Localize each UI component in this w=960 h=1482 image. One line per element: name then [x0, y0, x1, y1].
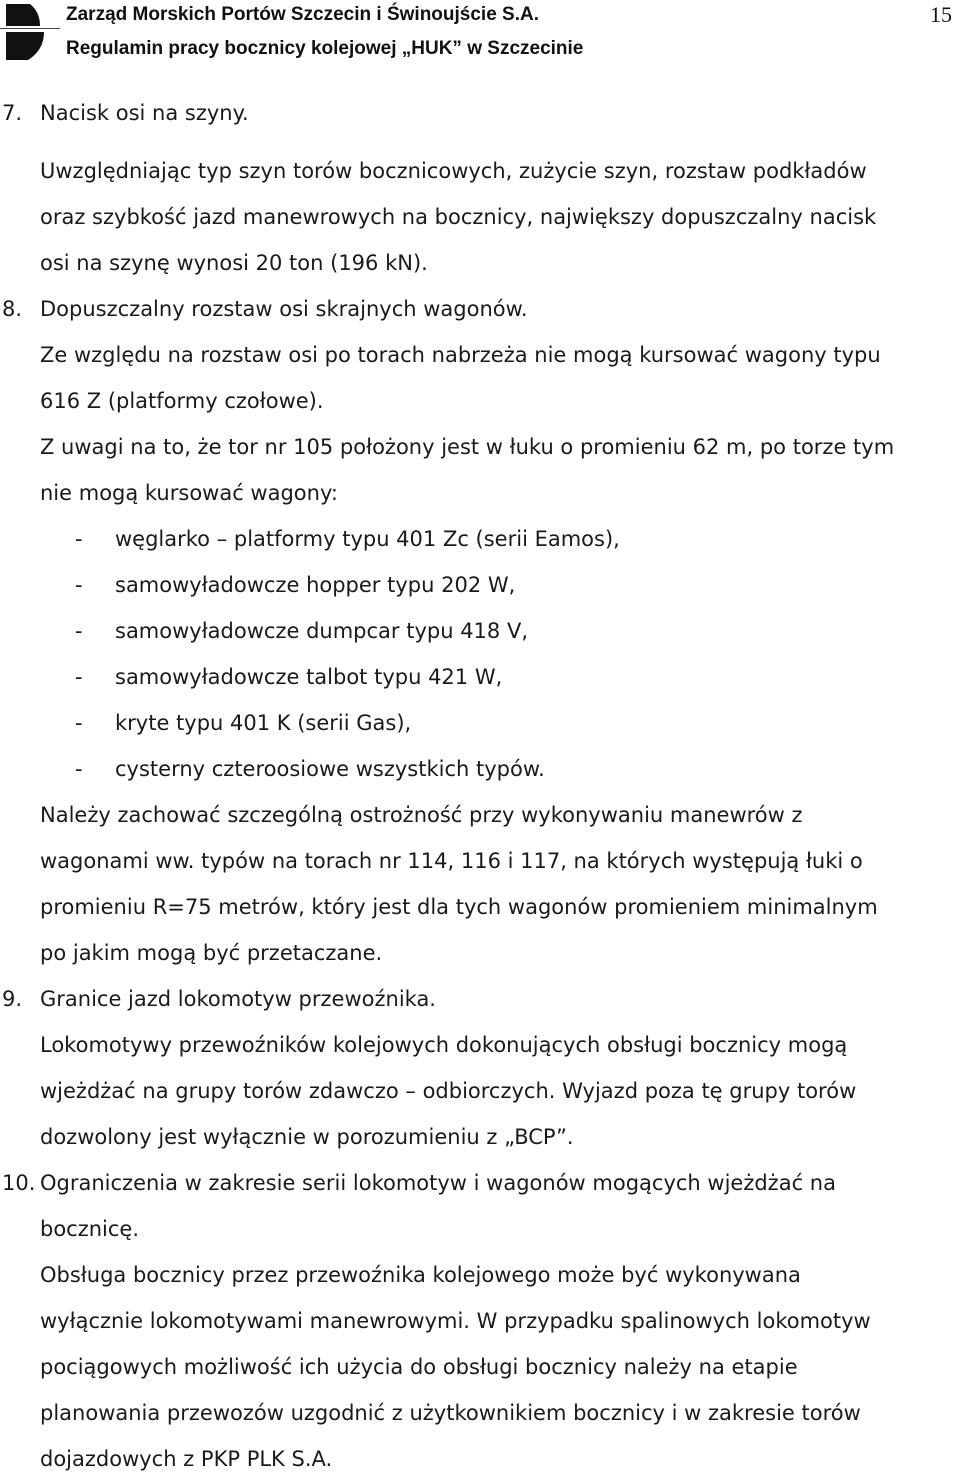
text-line: Uwzględniając typ szyn torów bocznicowych, zużycie szyn, rozstaw podkładów — [40, 159, 867, 183]
section-title-continued: bocznicę. — [40, 1217, 140, 1241]
dash-marker: - — [75, 757, 83, 781]
text-line: dozwolony jest wyłącznie w porozumieniu z „BCP”. — [40, 1125, 574, 1149]
section-number: 7. — [2, 101, 23, 125]
dash-marker: - — [75, 619, 83, 643]
text-line: oraz szybkość jazd manewrowych na bocznicy, największy dopuszczalny nacisk — [40, 205, 877, 229]
section-7-body — [0, 148, 960, 286]
document-body — [0, 90, 960, 1482]
text-line: Z uwagi na to, że tor nr 105 położony jest w łuku o promieniu 62 m, po torze tym — [40, 435, 895, 459]
company-logo — [0, 2, 56, 62]
list-item — [0, 562, 960, 608]
section-title: Granice jazd lokomotyw przewoźnika. — [40, 987, 436, 1011]
text-line: pociągowych możliwość ich użycia do obsługi bocznicy należy na etapie — [40, 1355, 798, 1379]
list-item-text: węglarko – platformy typu 401 Zc (serii Eamos), — [115, 527, 620, 551]
header-rule — [0, 28, 60, 29]
dash-marker: - — [75, 527, 83, 551]
section-10-heading — [0, 1160, 960, 1206]
section-number: 8. — [2, 297, 23, 321]
list-item — [0, 700, 960, 746]
section-title: Dopuszczalny rozstaw osi skrajnych wagonów. — [40, 297, 528, 321]
text-line: po jakim mogą być przetaczane. — [40, 941, 383, 965]
wagon-type-list — [0, 516, 960, 792]
section-number: 9. — [2, 987, 23, 1011]
page-header — [0, 0, 960, 64]
text-line: Ze względu na rozstaw osi po torach nabrzeża nie mogą kursować wagony typu — [40, 343, 881, 367]
text-line: dojazdowych z PKP PLK S.A. — [40, 1447, 333, 1471]
text-line: wyłącznie lokomotywami manewrowymi. W przypadku spalinowych lokomotyw — [40, 1309, 871, 1333]
section-title: Nacisk osi na szyny. — [40, 101, 249, 125]
dash-marker: - — [75, 665, 83, 689]
header-subtitle: Regulamin pracy bocznicy kolejowej „HUK” w Szczecinie — [66, 38, 584, 59]
text-line: 616 Z (platformy czołowe). — [40, 389, 324, 413]
list-item — [0, 654, 960, 700]
text-line: Należy zachować szczególną ostrożność przy wykonywaniu manewrów z — [40, 803, 803, 827]
dash-marker: - — [75, 573, 83, 597]
page-number: 15 — [930, 2, 952, 27]
list-item-text: cysterny czteroosiowe wszystkich typów. — [115, 757, 545, 781]
list-item — [0, 516, 960, 562]
section-7-heading — [0, 90, 960, 136]
header-title: Zarząd Morskich Portów Szczecin i Świnoujście S.A. — [66, 4, 540, 25]
list-item-text: samowyładowcze talbot typu 421 W, — [115, 665, 503, 689]
section-9-heading — [0, 976, 960, 1022]
text-line: Lokomotywy przewoźników kolejowych dokonujących obsługi bocznicy mogą — [40, 1033, 848, 1057]
list-item — [0, 746, 960, 792]
section-number: 10. — [2, 1171, 36, 1195]
list-item — [0, 608, 960, 654]
text-line: promieniu R=75 metrów, który jest dla tych wagonów promieniem minimalnym — [40, 895, 878, 919]
list-item-text: samowyładowcze hopper typu 202 W, — [115, 573, 516, 597]
section-title: Ograniczenia w zakresie serii lokomotyw i wagonów mogących wjeżdżać na — [40, 1171, 836, 1195]
dash-marker: - — [75, 711, 83, 735]
text-line: wagonami ww. typów na torach nr 114, 116 i 117, na których występują łuki o — [40, 849, 863, 873]
text-line: nie mogą kursować wagony: — [40, 481, 338, 505]
list-item-text: samowyładowcze dumpcar typu 418 V, — [115, 619, 528, 643]
text-line: osi na szynę wynosi 20 ton (196 kN). — [40, 251, 428, 275]
text-line: Obsługa bocznicy przez przewoźnika kolejowego może być wykonywana — [40, 1263, 801, 1287]
text-line: wjeżdżać na grupy torów zdawczo – odbiorczych. Wyjazd poza tę grupy torów — [40, 1079, 857, 1103]
list-item-text: kryte typu 401 K (serii Gas), — [115, 711, 412, 735]
section-8-heading — [0, 286, 960, 332]
text-line: planowania przewozów uzgodnić z użytkownikiem bocznicy i w zakresie torów — [40, 1401, 861, 1425]
